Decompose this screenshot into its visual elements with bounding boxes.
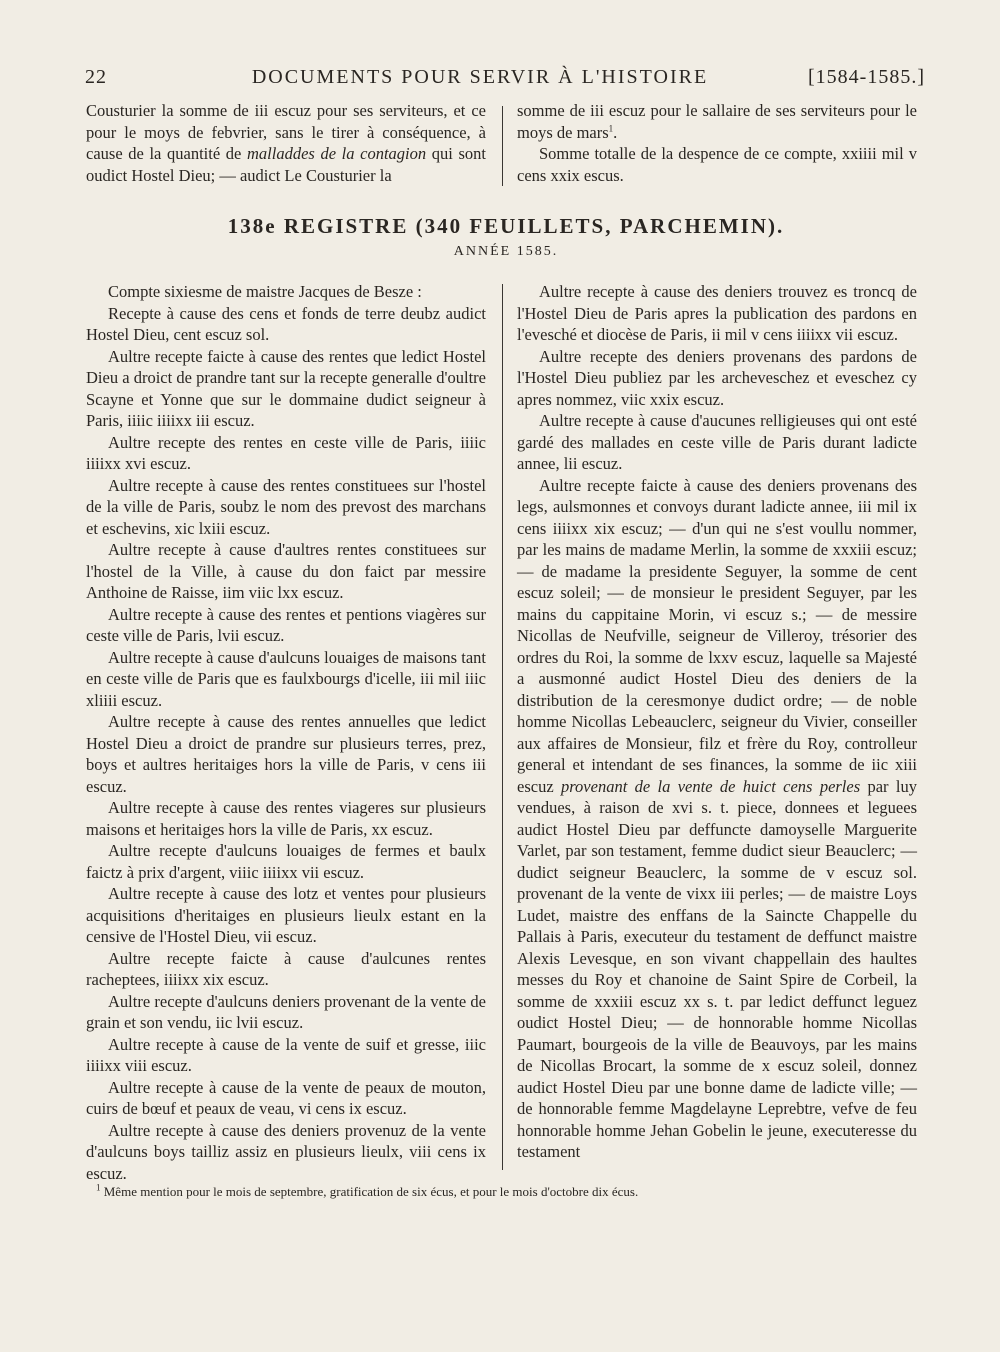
paragraph: Aultre recepte à cause des rentes et pentions viagères sur ceste ville de Paris, lvii escuz.	[86, 604, 486, 645]
paragraph: Aultre recepte à cause des deniers provenuz de la vente d'aulcuns boys tailliz assiz en plusieurs lieulx, viii cens ix escuz.	[86, 1120, 486, 1183]
paragraph: Aultre recepte d'aulcuns deniers provenant de la vente de grain et son vendu, iic lvii escuz.	[86, 991, 486, 1032]
paragraph	[86, 100, 486, 186]
paragraph: Aultre recepte à cause des lotz et ventes pour plusieurs acquisitions d'heritaiges en plusieurs lieulx estant en la censive de l'Hostel Dieu, vii escuz.	[86, 884, 486, 946]
column-divider	[502, 106, 503, 186]
paragraph: Somme totalle de la despence de ce compte, xxiiii mil v cens xxix escus.	[517, 144, 917, 185]
paragraph: Aultre recepte des rentes en ceste ville de Paris, iiiic iiiixx xvi escuz.	[86, 432, 486, 473]
paragraph: Aultre recepte à cause d'aulcuns louaiges de maisons tant en ceste ville de Paris que es faulxbourgs d'icelle, iii mil iiic xliiii escuz.	[86, 647, 486, 710]
top-left-column	[86, 100, 486, 186]
date-range: [1584-1585.]	[808, 66, 925, 88]
text-span: par luy vendues, à raison de xvi s. t. piece, donnees et leguees audict Hostel Dieu par deffuncte damoyselle Marguerite Varlet, par son testament, femme dudict sieur Beauclerc; — dudict seigneur Beauclerc, la somme de v escuz sol. provenant de la vente de vixx iii perles; — de maistre Loys Ludet, maistre des enffans de la Saincte Chappelle du Pallais à Paris, executeur du testament de deffunct maistre Alexis Levesque, en son vivant chappellain des haultes messes du Roy et chanoine de Saint Spire de Corbeil, la somme de xxxiii escuz xx s. t. par ledict deffunct leguez oudict Hostel Dieu; — de honnorable homme Nicollas Paumart, bourgeois de la ville de Beauvoys, par les mains de Nicollas Brocart, la somme de x escuz soleil, donnez audict Hostel Dieu par une bonne dame de ladicte ville; — de honnorable femme Magdelayne Leprebtre, vefve de feu honnorable homme Jehan Gobelin le jeune, executeresse du testament	[517, 776, 917, 1161]
paragraph: Aultre recepte faicte à cause des rentes que ledict Hostel Dieu a droict de prandre tant sur la recepte generalle d'oultre Scayne et Yonne que sur le dommaine dudict seigneur à Paris, iiiic iiiixx iii escuz.	[86, 346, 486, 430]
paragraph: Aultre recepte d'aulcuns louaiges de fermes et baulx faictz à prix d'argent, viiic iiiixx vii escuz.	[86, 841, 486, 882]
paragraph: Recepte à cause des cens et fonds de terre deubz audict Hostel Dieu, cent escuz sol.	[86, 303, 486, 344]
paragraph: Aultre recepte faicte à cause d'aulcunes rentes racheptees, iiiixx xix escuz.	[86, 948, 486, 989]
running-title: DOCUMENTS POUR SERVIR À L'HISTOIRE	[251, 66, 709, 88]
paragraph: Aultre recepte à cause de la vente de peaux de mouton, cuirs de bœuf et peaux de veau, vi cens ix escuz.	[86, 1077, 486, 1118]
italic-text: provenant de la vente de huict cens perles	[561, 776, 861, 796]
running-head	[85, 66, 925, 94]
text-span: qui sont oudict Hostel Dieu; — audict Le Cousturier la	[86, 144, 486, 185]
paragraph: Compte sixiesme de maistre Jacques de Besze :	[108, 282, 422, 301]
footnote-text: Même mention pour le mois de septembre, gratification de six écus, et pour le mois d'octobre dix écus.	[103, 1184, 639, 1199]
footnote-ref[interactable]: 1	[608, 123, 614, 133]
text-span: .	[613, 122, 618, 142]
text-span: Cousturier la somme de iii escuz pour ses serviteurs, et ce pour le moys de febvrier, sans le tirer à conséquence, à cause de la quantité de	[86, 101, 486, 163]
paragraph: Aultre recepte des deniers provenans des pardons de l'Hostel Dieu publiez par les archeveschez et eveschez cy apres nommez, viic xxix escuz.	[517, 346, 917, 409]
right-column	[517, 281, 917, 1163]
footnote-mark: 1	[96, 1182, 101, 1193]
paragraph	[517, 100, 917, 143]
paragraph: Aultre recepte à cause des rentes viageres sur plusieurs maisons et heritaiges hors la ville de Paris, xx escuz.	[86, 798, 486, 839]
top-right-column	[517, 100, 917, 186]
footnote	[96, 1183, 936, 1201]
paragraph: Aultre recepte à cause des deniers trouvez es troncq de l'Hostel Dieu de Paris apres la publication des pardons en l'evesché et diocèse de Paris, ii mil v cens iiiixx vii escuz.	[517, 282, 917, 344]
page-number: 22	[85, 66, 107, 88]
section-title: 138e REGISTRE (340 FEUILLETS, PARCHEMIN).	[227, 214, 785, 238]
section-year: ANNÉE 1585.	[453, 244, 559, 259]
column-divider	[502, 284, 503, 1170]
italic-text: malladdes de la contagion	[247, 144, 427, 163]
paragraph: Aultre recepte à cause des rentes constituees sur l'hostel de la ville de Paris, soubz le nom des prevost des marchans et eschevins, xic lxiii escuz.	[86, 475, 486, 538]
left-column	[86, 281, 486, 1184]
paragraph: Aultre recepte à cause de la vente de suif et gresse, iiic iiiixx viii escuz.	[86, 1034, 486, 1075]
paragraph	[517, 475, 917, 1163]
text-span: somme de iii escuz pour le sallaire de ses serviteurs pour le moys de mars	[517, 101, 917, 142]
paragraph: Aultre recepte à cause des rentes annuelles que ledict Hostel Dieu a droict de prandre sur plusieurs terres, prez, boys et aultres heritaiges hors la ville de Paris, v cens iii escuz.	[86, 712, 486, 796]
paragraph: Aultre recepte à cause d'aultres rentes constituees sur l'hostel de la Ville, à cause du don faict par messire Anthoine de Raisse, iim viic lxx escuz.	[86, 540, 486, 602]
text-span: Aultre recepte faicte à cause des deniers provenans des legs, aulsmonnes et convoys durant ladicte annee, iii mil ix cens iiiixx xix escuz; — d'un qui ne s'est voullu nommer, par les mains de madame Merlin, la somme de xxxiii escuz; — de madame la presidente Seguyer, la somme de cent escuz soleil; — de monsieur le president Seguyer, par les mains du cappitaine Morin, vi escuz s.; — de messire Nicollas de Neufville, seigneur de Villeroy, trésorier des ordres du Roi, la somme de lxxv escuz, laquelle sa Majesté a ausmonné audict Hostel Dieu des deniers de la distribution de la ceresmonye dudict ordre; — de noble homme Nicollas Lebeauclerc, seigneur du Vivier, conseiller aux affaires de Monsieur, filz et frère du Roy, controlleur general et intendant de ses finances, la somme de iic xiii escuz	[517, 475, 917, 796]
paragraph: Aultre recepte à cause d'aucunes relligieuses qui ont esté gardé des mallades en ceste ville de Paris durant ladicte annee, lii escuz.	[517, 411, 917, 473]
